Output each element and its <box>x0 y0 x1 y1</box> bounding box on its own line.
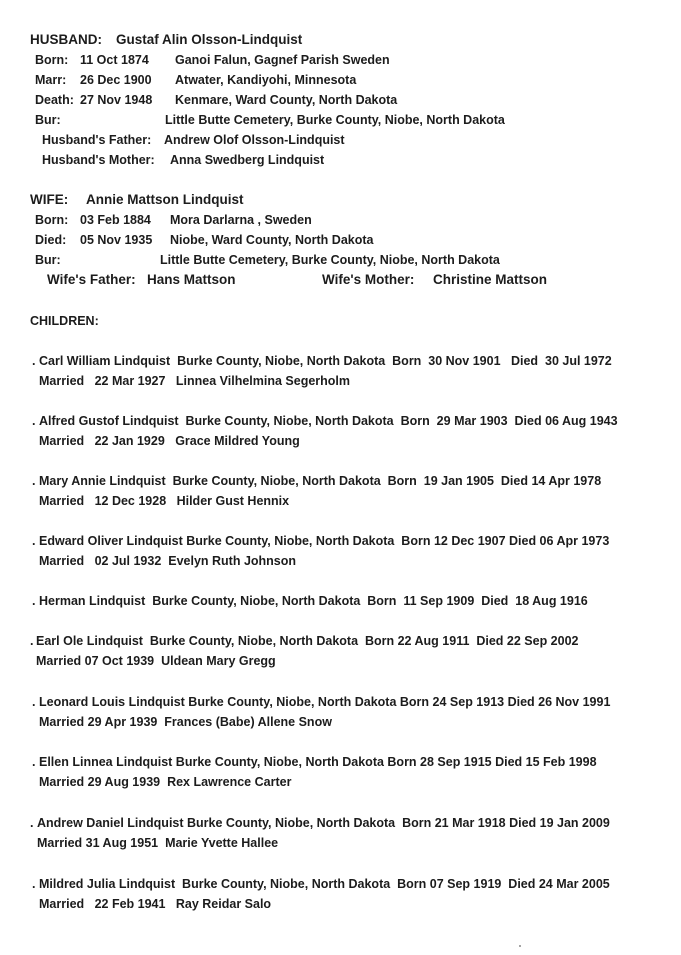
child-line2: Married 29 Aug 1939 Rex Lawrence Carter <box>39 775 292 789</box>
wife-bur-label: Bur: <box>35 253 61 267</box>
husband-born-place: Ganoi Falun, Gagnef Parish Sweden <box>175 53 390 67</box>
wife-died-place: Niobe, Ward County, North Dakota <box>170 233 374 247</box>
child-line2: Married 29 Apr 1939 Frances (Babe) Allene Snow <box>39 715 332 729</box>
child-line1: Mary Annie Lindquist Burke County, Niobe, North Dakota Born 19 Jan 1905 Died 14 Apr 1978 <box>39 474 602 488</box>
wife-father-label: Wife's Father: <box>47 272 136 287</box>
husband-born-label: Born: <box>35 53 69 67</box>
wife-heading: WIFE: <box>30 192 69 207</box>
husband-name: Gustaf Alin Olsson-Lindquist <box>116 32 303 47</box>
wife-born-label: Born: <box>35 213 69 227</box>
wife-mother: Christine Mattson <box>433 272 548 287</box>
bullet: . <box>32 755 36 769</box>
husband-bur-place: Little Butte Cemetery, Burke County, Niobe, North Dakota <box>165 113 505 127</box>
child-line2: Married 12 Dec 1928 Hilder Gust Hennix <box>39 494 290 508</box>
wife-bur-place: Little Butte Cemetery, Burke County, Niobe, North Dakota <box>160 253 500 267</box>
bullet: . <box>32 534 36 548</box>
child-line2: Married 22 Feb 1941 Ray Reidar Salo <box>39 897 272 911</box>
bullet: . <box>32 474 36 488</box>
child-line1: Mildred Julia Lindquist Burke County, Niobe, North Dakota Born 07 Sep 1919 Died 24 Mar 2005 <box>39 877 610 891</box>
bullet: . <box>30 634 34 648</box>
husband-mother: Anna Swedberg Lindquist <box>170 153 325 167</box>
bullet: . <box>32 414 36 428</box>
husband-death-label: Death: <box>35 93 74 107</box>
husband-bur-label: Bur: <box>35 113 61 127</box>
bullet: . <box>32 594 36 608</box>
husband-father-label: Husband's Father: <box>42 133 152 147</box>
wife-died-date: 05 Nov 1935 <box>80 233 153 247</box>
husband-marr-date: 26 Dec 1900 <box>80 73 152 87</box>
husband-born-date: 11 Oct 1874 <box>80 53 149 67</box>
scan-speck <box>519 945 521 947</box>
child-line2: Married 22 Jan 1929 Grace Mildred Young <box>39 434 300 448</box>
child-line1: Carl William Lindquist Burke County, Niobe, North Dakota Born 30 Nov 1901 Died 30 Jul 1972 <box>39 354 612 368</box>
child-line2: Married 07 Oct 1939 Uldean Mary Gregg <box>36 654 276 668</box>
husband-marr-place: Atwater, Kandiyohi, Minnesota <box>175 73 357 87</box>
wife-name: Annie Mattson Lindquist <box>86 192 244 207</box>
husband-father: Andrew Olof Olsson-Lindquist <box>164 133 345 147</box>
wife-father: Hans Mattson <box>147 272 236 287</box>
child-line1: Earl Ole Lindquist Burke County, Niobe, North Dakota Born 22 Aug 1911 Died 22 Sep 2002 <box>36 634 579 648</box>
bullet: . <box>32 695 36 709</box>
child-line2: Married 02 Jul 1932 Evelyn Ruth Johnson <box>39 554 297 568</box>
husband-death-place: Kenmare, Ward County, North Dakota <box>175 93 398 107</box>
husband-mother-label: Husband's Mother: <box>42 153 155 167</box>
wife-died-label: Died: <box>35 233 67 247</box>
child-line1: Herman Lindquist Burke County, Niobe, North Dakota Born 11 Sep 1909 Died 18 Aug 1916 <box>39 594 588 608</box>
wife-mother-label: Wife's Mother: <box>322 272 415 287</box>
bullet: . <box>32 877 36 891</box>
bullet: . <box>32 354 36 368</box>
child-line1: Andrew Daniel Lindquist Burke County, Niobe, North Dakota Born 21 Mar 1918 Died 19 Jan 2009 <box>37 816 610 830</box>
child-line1: Ellen Linnea Lindquist Burke County, Niobe, North Dakota Born 28 Sep 1915 Died 15 Feb 1998 <box>39 755 597 769</box>
wife-born-date: 03 Feb 1884 <box>80 213 151 227</box>
child-line2: Married 22 Mar 1927 Linnea Vilhelmina Segerholm <box>39 374 350 388</box>
bullet: . <box>30 816 34 830</box>
wife-born-place: Mora Darlarna , Sweden <box>170 213 312 227</box>
child-line1: Leonard Louis Lindquist Burke County, Niobe, North Dakota Born 24 Sep 1913 Died 26 Nov 1991 <box>39 695 611 709</box>
husband-death-date: 27 Nov 1948 <box>80 93 153 107</box>
children-heading: CHILDREN: <box>30 314 99 328</box>
child-line1: Alfred Gustof Lindquist Burke County, Niobe, North Dakota Born 29 Mar 1903 Died 06 Aug 1943 <box>39 414 618 428</box>
child-line2: Married 31 Aug 1951 Marie Yvette Hallee <box>37 836 279 850</box>
husband-heading: HUSBAND: <box>30 32 102 47</box>
husband-marr-label: Marr: <box>35 73 67 87</box>
child-line1: Edward Oliver Lindquist Burke County, Niobe, North Dakota Born 12 Dec 1907 Died 06 Apr 1973 <box>39 534 610 548</box>
